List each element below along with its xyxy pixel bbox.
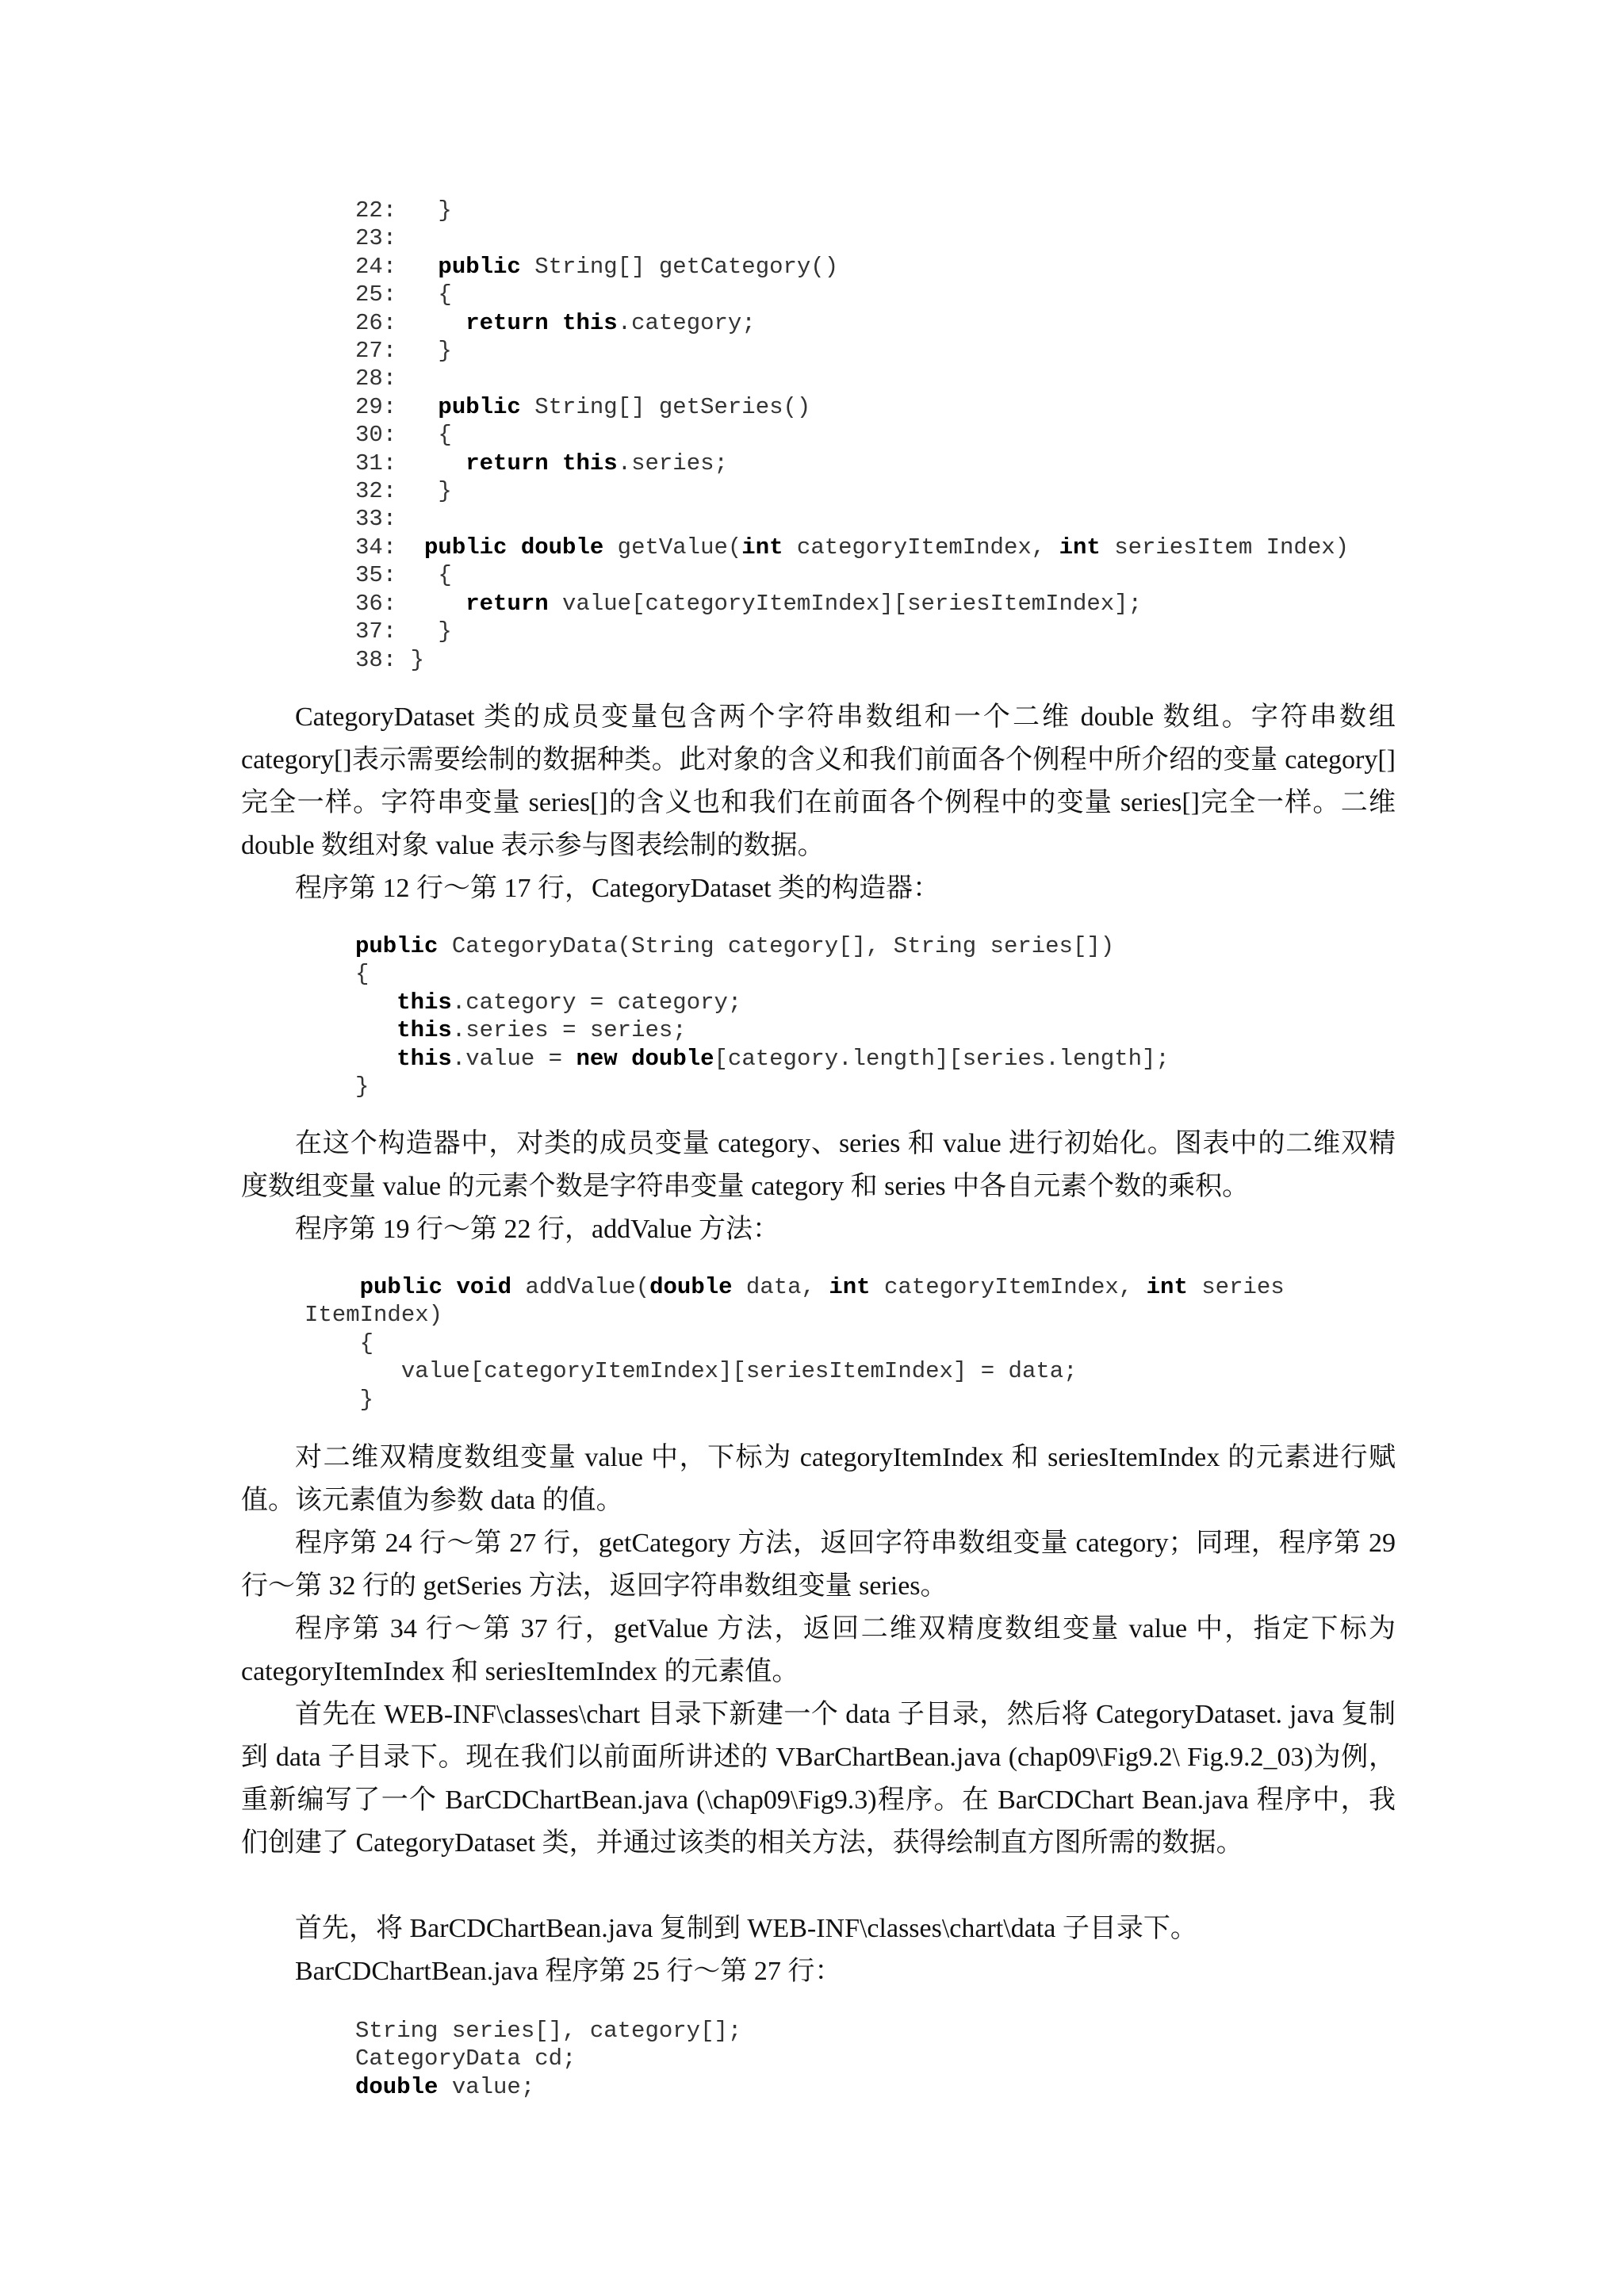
paragraph-member-variables: CategoryDataset 类的成员变量包含两个字符串数组和一个二维 double 数组。字符串数组 category[]表示需要绘制的数据种类。此对象的含义和我们前面各个例程中所介绍的变量 category[]完全一样。字符串变量 series[]的含义也和我们在前面各个例程中的变量 series[]完全一样。二维 double 数组对象 value 表示参与图表绘制的数据。 xyxy=(241,702,1396,860)
code-keyword: double xyxy=(649,1274,733,1300)
code-line xyxy=(304,1301,1415,1329)
code-keyword: double xyxy=(355,2073,439,2100)
code-text: 35: { xyxy=(355,562,452,589)
code-text: seriesItem Index) xyxy=(1100,534,1350,561)
code-text: 38: } xyxy=(355,646,425,673)
code-text: 29: xyxy=(355,393,439,420)
code-text: value[categoryItemIndex][seriesItemIndex]; xyxy=(548,590,1142,617)
code-line xyxy=(355,2045,1465,2072)
code-text xyxy=(549,310,562,336)
code-text: 36: xyxy=(355,590,466,617)
paragraph-addvalue-explain: 对二维双精度数组变量 value 中，下标为 categoryItemIndex 和 seriesItemIndex 的元素进行赋值。该元素值为参数 data 的值。 xyxy=(241,1443,1396,1515)
code-text xyxy=(355,1017,396,1043)
code-text xyxy=(304,1274,360,1300)
code-text: 22: } xyxy=(355,197,452,224)
code-text: String[] getSeries() xyxy=(520,393,811,420)
code-text: String series[], category[]; xyxy=(355,2018,742,2044)
code-keyword: return xyxy=(465,450,549,476)
code-line xyxy=(355,450,1465,477)
code-snippet-fields xyxy=(355,2017,1465,2101)
code-line xyxy=(355,281,1465,308)
code-text: CategoryData cd; xyxy=(355,2045,576,2072)
paragraph-constructor-explain: 在这个构造器中，对类的成员变量 category、series 和 value 进行初始化。图表中的二维双精度数组变量 value 的元素个数是字符串变量 category 和 series 中各自元素个数的乘积。 xyxy=(241,1129,1396,1201)
code-line xyxy=(304,1330,1415,1357)
code-keyword: int xyxy=(829,1274,871,1300)
code-keyword: this xyxy=(562,450,618,476)
code-line xyxy=(355,337,1465,365)
code-text: { xyxy=(304,1330,374,1357)
code-keyword: double xyxy=(631,1045,714,1072)
code-text: 27: } xyxy=(355,338,452,365)
code-keyword: public xyxy=(438,393,521,420)
code-line xyxy=(304,1386,1415,1414)
paragraph-getcategory: 程序第 24 行～第 27 行，getCategory 方法，返回字符串数组变量 category；同理，程序第 29 行～第 32 行的 getSeries 方法，返回字符串数组变量 series。 xyxy=(241,1529,1396,1601)
code-keyword: int xyxy=(1059,534,1101,561)
code-keyword: public xyxy=(355,933,439,959)
code-text: ItemIndex) xyxy=(304,1302,443,1329)
paragraph-addvalue-intro: 程序第 19 行～第 22 行，addValue 方法： xyxy=(295,1215,780,1244)
code-line xyxy=(355,253,1465,281)
code-listing xyxy=(355,197,1465,674)
code-text: value[categoryItemIndex][seriesItemIndex] = data; xyxy=(304,1358,1078,1385)
code-text xyxy=(355,1046,396,1072)
code-text xyxy=(549,450,562,476)
code-keyword: this xyxy=(396,1017,452,1044)
code-keyword: public xyxy=(438,253,521,280)
code-line xyxy=(355,1073,1465,1100)
code-text: { xyxy=(355,961,370,988)
code-keyword: public xyxy=(424,534,508,561)
code-text xyxy=(507,534,520,561)
code-text: 23: xyxy=(355,225,397,252)
code-text: CategoryData(String category[], String series[]) xyxy=(438,933,1115,959)
code-keyword: int xyxy=(1146,1274,1188,1300)
code-keyword: return xyxy=(465,309,549,336)
code-keyword: new xyxy=(576,1045,618,1072)
code-keyword: void xyxy=(456,1274,512,1300)
code-text: addValue( xyxy=(511,1274,650,1300)
code-text: } xyxy=(304,1386,374,1413)
code-line xyxy=(355,960,1465,988)
code-line xyxy=(355,477,1465,505)
code-line xyxy=(355,505,1465,533)
code-line xyxy=(304,1357,1415,1385)
code-keyword: int xyxy=(741,534,783,561)
code-text xyxy=(618,1046,631,1072)
code-line xyxy=(355,932,1465,960)
paragraph-constructor-intro: 程序第 12 行～第 17 行，CategoryDataset 类的构造器： xyxy=(295,874,940,903)
paragraph-setup-steps: 首先在 WEB-INF\classes\chart 目录下新建一个 data 子目录，然后将 CategoryDataset. java 复制到 data 子目录下。现在我们以前面所讲述的 VBarChartBean.java (chap09\Fig9.2\ Fig.9.2_03)为例，重新编写了一个 BarCDChartBean.java (\chap09\Fig9.3)程序。在 BarCDChart Bean.java 程序中，我们创建了 CategoryDataset 类，并通过该类的相关方法，获得绘制直方图所需的数据。 xyxy=(241,1700,1396,1858)
code-snippet-constructor xyxy=(355,932,1465,1100)
code-line xyxy=(355,590,1465,618)
code-text: } xyxy=(355,1073,370,1100)
paragraph-lines-25-27: BarCDChartBean.java 程序第 25 行～第 27 行： xyxy=(295,1957,842,1986)
code-keyword: this xyxy=(562,309,618,336)
code-line xyxy=(355,224,1465,252)
code-text: .category; xyxy=(617,309,756,336)
code-text: [category.length][series.length]; xyxy=(714,1045,1170,1072)
code-text: categoryItemIndex, xyxy=(870,1274,1147,1300)
code-line xyxy=(355,197,1465,224)
code-text: categoryItemIndex, xyxy=(783,534,1059,561)
code-text: data, xyxy=(732,1274,829,1300)
code-text xyxy=(355,989,396,1016)
paragraph-copy-file: 首先，将 BarCDChartBean.java 复制到 WEB-INF\classes\chart\data 子目录下。 xyxy=(295,1914,1197,1943)
code-line xyxy=(355,1016,1465,1044)
code-line xyxy=(355,393,1465,421)
code-keyword: return xyxy=(465,590,549,617)
code-text xyxy=(442,1274,456,1300)
code-text: 34: xyxy=(355,534,425,561)
code-line xyxy=(355,365,1465,392)
code-line xyxy=(355,421,1465,449)
code-text: 28: xyxy=(355,365,397,392)
code-keyword: public xyxy=(359,1274,443,1300)
code-line xyxy=(355,1045,1465,1073)
code-text: .value = xyxy=(451,1045,576,1072)
code-snippet-addvalue xyxy=(304,1273,1415,1414)
code-text: .series = series; xyxy=(451,1017,687,1044)
code-text: series xyxy=(1187,1274,1285,1300)
code-line xyxy=(355,618,1465,645)
code-line xyxy=(355,989,1465,1016)
paragraph-getvalue: 程序第 34 行～第 37 行，getValue 方法，返回二维双精度数组变量 value 中，指定下标为 categoryItemIndex 和 seriesItemIndex 的元素值。 xyxy=(241,1614,1396,1686)
code-text: value; xyxy=(438,2073,535,2100)
code-text: 30: { xyxy=(355,422,452,449)
code-text: 25: { xyxy=(355,281,452,308)
code-line xyxy=(355,309,1465,337)
code-text: 24: xyxy=(355,253,439,280)
code-line xyxy=(355,2017,1465,2045)
code-line xyxy=(355,534,1465,561)
code-text: String[] getCategory() xyxy=(520,253,839,280)
code-keyword: double xyxy=(520,534,604,561)
code-line xyxy=(355,2073,1465,2101)
code-text: 26: xyxy=(355,309,466,336)
code-text: getValue( xyxy=(603,534,742,561)
code-text: 33: xyxy=(355,506,397,533)
code-text: .category = category; xyxy=(451,989,742,1016)
code-line xyxy=(355,646,1465,674)
code-line xyxy=(304,1273,1415,1301)
code-text: 31: xyxy=(355,450,466,476)
code-line xyxy=(355,561,1465,589)
code-keyword: this xyxy=(396,1045,452,1072)
code-text: 32: } xyxy=(355,478,452,505)
code-text: 37: } xyxy=(355,618,452,645)
code-text: .series; xyxy=(617,450,728,476)
code-keyword: this xyxy=(396,989,452,1016)
